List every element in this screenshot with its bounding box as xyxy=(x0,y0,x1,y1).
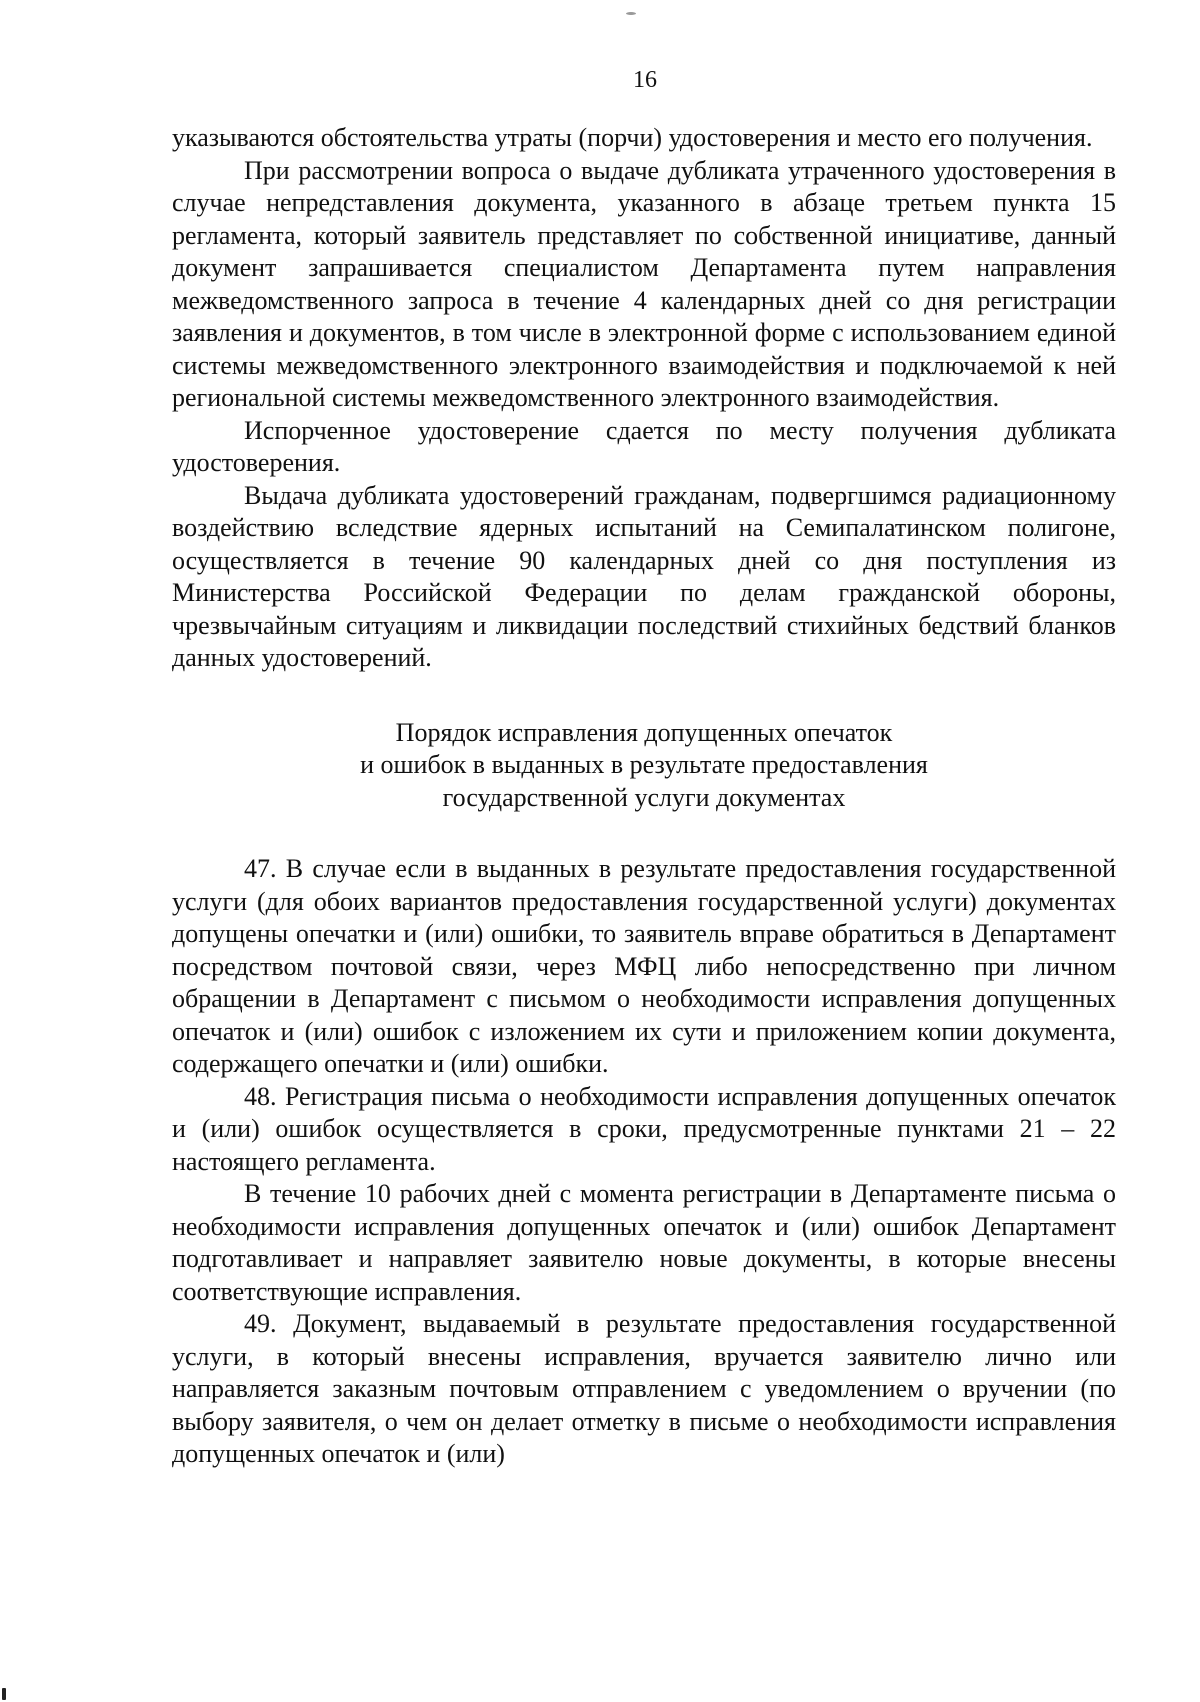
paragraph-before-heading-2: При рассмотрении вопроса о выдаче дубликата утраченного удостоверения в случае непредставления документа, указанного в абзаце третьем пункта 15 регламента, который заявитель представляет по собственной инициативе, данный документ запрашивается специалистом Департамента путем направления межведомственного запроса в течение 4 календарных дней со дня регистрации заявления и документов, в том числе в электронной форме с использованием единой системы межведомственного электронного взаимодействия и подключаемой к ней региональной системы межведомственного электронного взаимодействия. xyxy=(172,155,1116,412)
paragraph-before-heading-1: указываются обстоятельства утраты (порчи) удостоверения и место его получения. xyxy=(172,123,1093,152)
paragraph-after-heading-3: В течение 10 рабочих дней с момента регистрации в Департаменте письма о необходимости исправления допущенных опечаток и (или) ошибок Департамент подготавливает и направляет заявителю новые документы, в которые внесены соответствующие исправления. xyxy=(172,1179,1116,1306)
paragraph-after-heading-1: 47. В случае если в выданных в результате предоставления государственной услуги (для обоих вариантов предоставления государственной услуги) документах допущены опечатки и (или) ошибки, то заявитель вправе обратиться в Департамент посредством почтовой связи, через МФЦ либо непосредственно при личном обращении в Департамент с письмом о необходимости исправления допущенных опечаток и (или) ошибок с изложением их сути и приложением копии документа, содержащего опечатки и (или) ошибки. xyxy=(172,854,1116,1078)
scan-speck xyxy=(2,1688,6,1700)
scan-speck xyxy=(626,12,636,15)
paragraph-before-heading-4: Выдача дубликата удостоверений гражданам, подвергшимся радиационному воздействию вследствие ядерных испытаний на Семипалатинском полигоне, осуществляется в течение 90 календарных дней со дня поступления из Министерства Российской Федерации по делам гражданской обороны, чрезвычайным ситуациям и ликвидации последствий стихийных бедствий бланков данных удостоверений. xyxy=(172,480,1116,672)
paragraph-after-heading-4: 49. Документ, выдаваемый в результате предоставления государственной услуги, в который внесены исправления, вручается заявителю лично или направляется заказным почтовым отправлением с уведомлением о вручении (по выбору заявителя, о чем он делает отметку в письме о необходимости исправления допущенных опечаток и (или) xyxy=(172,1309,1116,1468)
heading-line-1: Порядок исправления допущенных опечаток xyxy=(395,717,893,747)
heading-line-2: и ошибок в выданных в результате предоставления xyxy=(360,750,928,779)
page-number: 16 xyxy=(633,67,657,93)
paragraphs-before-heading xyxy=(172,122,1116,675)
section-heading xyxy=(172,717,1116,815)
paragraph-before-heading-3: Испорченное удостоверение сдается по месту получения дубликата удостоверения. xyxy=(172,415,1116,477)
paragraph-after-heading-2: 48. Регистрация письма о необходимости исправления допущенных опечаток и (или) ошибок осуществляется в сроки, предусмотренные пунктами 21 – 22 настоящего регламента. xyxy=(172,1081,1116,1176)
paragraphs-after-heading xyxy=(172,853,1116,1471)
document-body xyxy=(172,122,1116,1471)
heading-line-3: государственной услуги документах xyxy=(442,782,846,812)
